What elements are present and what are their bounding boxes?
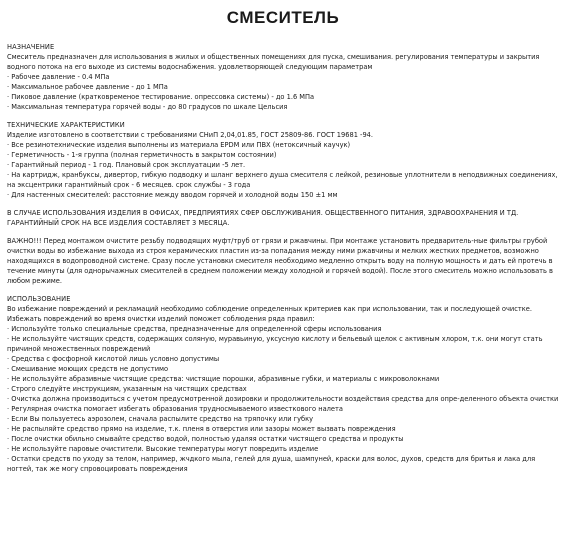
list-item: · Гарантийный период - 1 год. Плановый срок эксплуатации -5 лет.: [7, 160, 246, 169]
page-title: СМЕСИТЕЛЬ: [226, 8, 340, 27]
specs-intro: Изделие изготовлено в соответствии с требованиями СНиП 2,04,01.85, ГОСТ 25809-86. ГОСТ 19681 -94.: [7, 130, 374, 139]
section-usage: [7, 294, 559, 474]
list-item: · Не используйте абразивные чистящие средства: чистящие порошки, абразивные губки, и материалы с микроволокнами: [7, 374, 440, 383]
installation-warning: ВАЖНО!!! Перед монтажом очистите резьбу подводящих муфт/труб от грязи и ржавчины. При монтаже установить предваритель-ные фильтры грубой очистки воды во избежание выхода из строя керамических пластин из-за попадания между ними ржавчины и мелких жестких предметов, возможно находящихся в водопроводной системе. Сразу после установки смесителя необходимо медленно открыть воду на полную мощность и дать ей протечь в течение минуты (для однорычажных смесителей в среднем положении между холодной и горячей водой). После этого смеситель можно использовать в любом режиме.: [7, 236, 553, 285]
list-item: · Смешивание моющих средств не допустимо: [7, 364, 169, 373]
list-item: · Очистка должна производиться с учетом предусмотренной дозировки и продолжительности воздействия средства для опре-деленного объекта очистки: [7, 394, 559, 403]
warranty-notice: В СЛУЧАЕ ИСПОЛЬЗОВАНИЯ ИЗДЕЛИЯ В ОФИСАХ, ПРЕДПРИЯТИЯХ СФЕР ОБСЛУЖИВАНИЯ. ОБЩЕСТВЕННОГО ПИТАНИЯ, ЗДРАВООХРАНЕНИЯ И ТД. ГАРАНТИЙНЫЙ СРОК НА ВСЕ ИЗДЕЛИЯ СОСТАВЛЯЕТ 3 МЕСЯЦА.: [7, 208, 519, 227]
section-heading-usage: ИСПОЛЬЗОВАНИЕ: [7, 294, 71, 303]
section-heading-specs: ТЕХНИЧЕСКИЕ ХАРАКТЕРИСТИКИ: [7, 120, 125, 129]
list-item: · Пиковое давление (кратковременое тестирование. опрессовка системы) - до 1.6 МПа: [7, 92, 315, 101]
list-item: · После очистки обильно смывайте средство водой, полностью удаляя остатки чистящего средства и продукты: [7, 434, 404, 443]
list-item: · Средства с фосфорной кислотой лишь условно допустимы: [7, 354, 220, 363]
list-item: · Все резинотехнические изделия выполнены из материала EPDM или ПВХ (нетоксичный каучук): [7, 140, 351, 149]
list-item: · Регулярная очистка помогает избегать образования трудносмываемого известкового налета: [7, 404, 343, 413]
list-item: · Не используйте чистящих средств, содержащих соляную, муравьиную, уксусную кислоту и бельевый щелок с активным хлором, т.к. они могут стать причиной множественных повреждений: [7, 334, 543, 353]
usage-intro: Во избежание повреждений и рекламаций необходимо соблюдение определенных критериев как при использовании, так и последующей очистке. Избежать повреждений во время очистки изделий поможет соблюдения ряда правил:: [7, 304, 532, 323]
purpose-text: Смеситель предназначен для использования в жилых и общественных помещениях для пуска, смешивания. регулирования температуры и закрытия водного потока на его выходе из системы водоснабжения. удовлетворяющей следующим параметрам: [7, 52, 540, 71]
list-item: · Для настенных смесителей: расстояние между вводом горячей и холодной воды 150 ±1 мм: [7, 190, 338, 199]
list-item: · Герметичность - 1-я группа (полная герметичность в закрытом состоянии): [7, 150, 277, 159]
list-item: · Используйте только специальные средства, предназначенные для определенной сферы использования: [7, 324, 382, 333]
section-heading-purpose: НАЗНАЧЕНИЕ: [7, 42, 55, 51]
list-item: · Рабочее давление - 0.4 МПа: [7, 72, 110, 81]
list-item: · Не используйте паровые очистители. Высокие температуры могут повредить изделие: [7, 444, 319, 453]
list-item: · Максимальное рабочее давление - до 1 МПа: [7, 82, 168, 91]
section-specs: [7, 120, 559, 200]
list-item: · Не распыляйте средство прямо на изделие, т.к. пленя в отверстия или зазоры может вызвать повреждения: [7, 424, 396, 433]
section-purpose: [7, 42, 559, 112]
list-item: · Максимальная температура горячей воды - до 80 градусов по шкале Цельсия: [7, 102, 288, 111]
list-item: · Строго следуйте инструкциям, указанным на чистящих средствах: [7, 384, 247, 393]
list-item: · Если Вы пользуетесь аэрозолем, сначала распылите средство на тряпочку или губку: [7, 414, 314, 423]
list-item: · На картридж, кранбуксы, дивертор, гибкую подводку и шланг верхнего душа смесителя с лейкой, резиновые уплотнители в неподвижных соединениях, на эксцентрики гарантийный срок - 6 месяцев. срок службы - 3 года: [7, 170, 558, 189]
list-item: · Остатки средств по уходу за телом, например, жчдкого мыла, гелей для душа, шампуней, краски для волос, духов, средств для бритья и лака для ногтей, так же могу спровоцировать повреждения: [7, 454, 536, 473]
